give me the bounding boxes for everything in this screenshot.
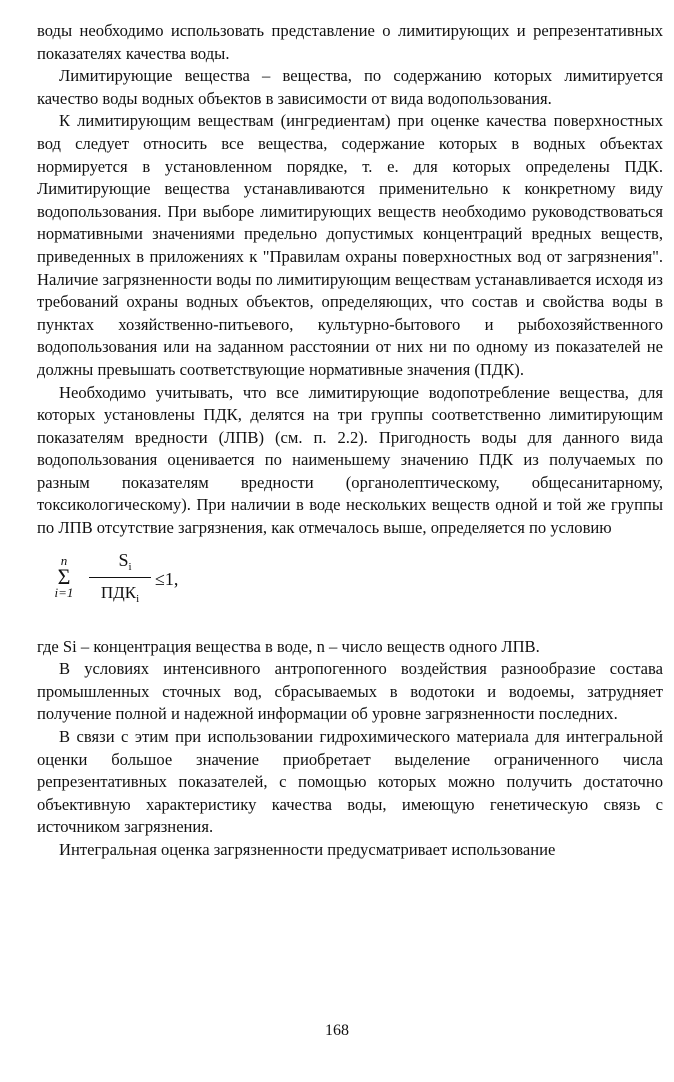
paragraph-8: Интегральная оценка загрязненности предусматривает использование <box>59 840 556 859</box>
sigma-symbol: Σ <box>57 563 71 589</box>
document-page <box>37 20 663 862</box>
paragraph-7: В связи с этим при использовании гидрохимического материала для интегральной оценки большое значение приобретает выделение ограниченного числа репрезентативных показателей, с помощью которых можно получить достаточно объективную характеристику качества воды, имеющую генетическую связь с источником загрязнения. <box>37 727 663 837</box>
sum-upper-limit: n <box>60 552 68 568</box>
numerator-symbol: S <box>118 549 129 570</box>
denominator-subscript: i <box>136 592 140 605</box>
paragraph-1: воды необходимо использовать представление о лимитирующих и репрезентативных показателях качества воды. <box>37 21 663 63</box>
fraction-bar <box>89 577 151 578</box>
numerator-subscript: i <box>128 560 132 573</box>
summation <box>47 554 81 600</box>
fraction-denominator <box>89 582 151 606</box>
fraction-numerator <box>89 548 151 575</box>
paragraph-5: где Sі – концентрация вещества в воде, n – число веществ одного ЛПВ. <box>37 636 540 656</box>
sum-lower-limit: i=1 <box>54 584 74 600</box>
paragraph-3: К лимитирующим веществам (ингредиентам) при оценке качества поверхностных вод следует относить все вещества, содержание которых в водных объектах нормируется в установленном порядке, т. е. для которых определены ПДК. Лимитирующие вещества устанавливаются применительно к конкретному виду водопользования. При выборе лимитирующих веществ необходимо руководствоваться нормативными значениями предельно допустимых концентраций вредных веществ, приведенных в приложениях к "Правилам охраны поверхностных вод от загрязнения". Наличие загрязненности воды по лимитирующим веществам устанавливается исходя из требований охраны водных объектов, определяющих, что состав и свойства воды в пунктах хозяйственно-питьевого, культурно-бытового и рыбохозяйственного водопользования или на заданном расстоянии от них ни по одному из показателей не должны превышать соответствующие нормативные значения (ПДК). <box>37 111 663 379</box>
page-number: 168 <box>325 1022 349 1039</box>
paragraph-4: Необходимо учитывать, что все лимитирующие водопотребление вещества, для которых установлены ПДК, делятся на три группы соответственно лимитирующим показателям вредности (ЛПВ) (см. п. 2.2). Пригодность воды для данного вида водопользования оценивается по наименьшему значению ПДК из получаемых по разным показателям вредности (органолептическому, общесанитарному, токсикологическому). При наличии в воде нескольких веществ одной и той же группы по ЛПВ отсутствие загрязнения, как отмечалось выше, определяется по условию <box>37 382 663 538</box>
formula-relation: ≤1, <box>155 568 179 589</box>
paragraph-2: Лимитирующие вещества – вещества, по содержанию которых лимитируется качество воды водных объектов в зависимости от вида водопользования. <box>37 66 663 108</box>
denominator-symbol: ПДК <box>100 582 137 602</box>
paragraph-6: В условиях интенсивного антропогенного воздействия разнообразие состава промышленных сточных вод, сбрасываемых в водотоки и водоемы, затрудняет получение полной и надежной информации об уровне загрязненности последних. <box>37 659 663 724</box>
formula <box>37 540 663 636</box>
fraction <box>89 548 151 606</box>
